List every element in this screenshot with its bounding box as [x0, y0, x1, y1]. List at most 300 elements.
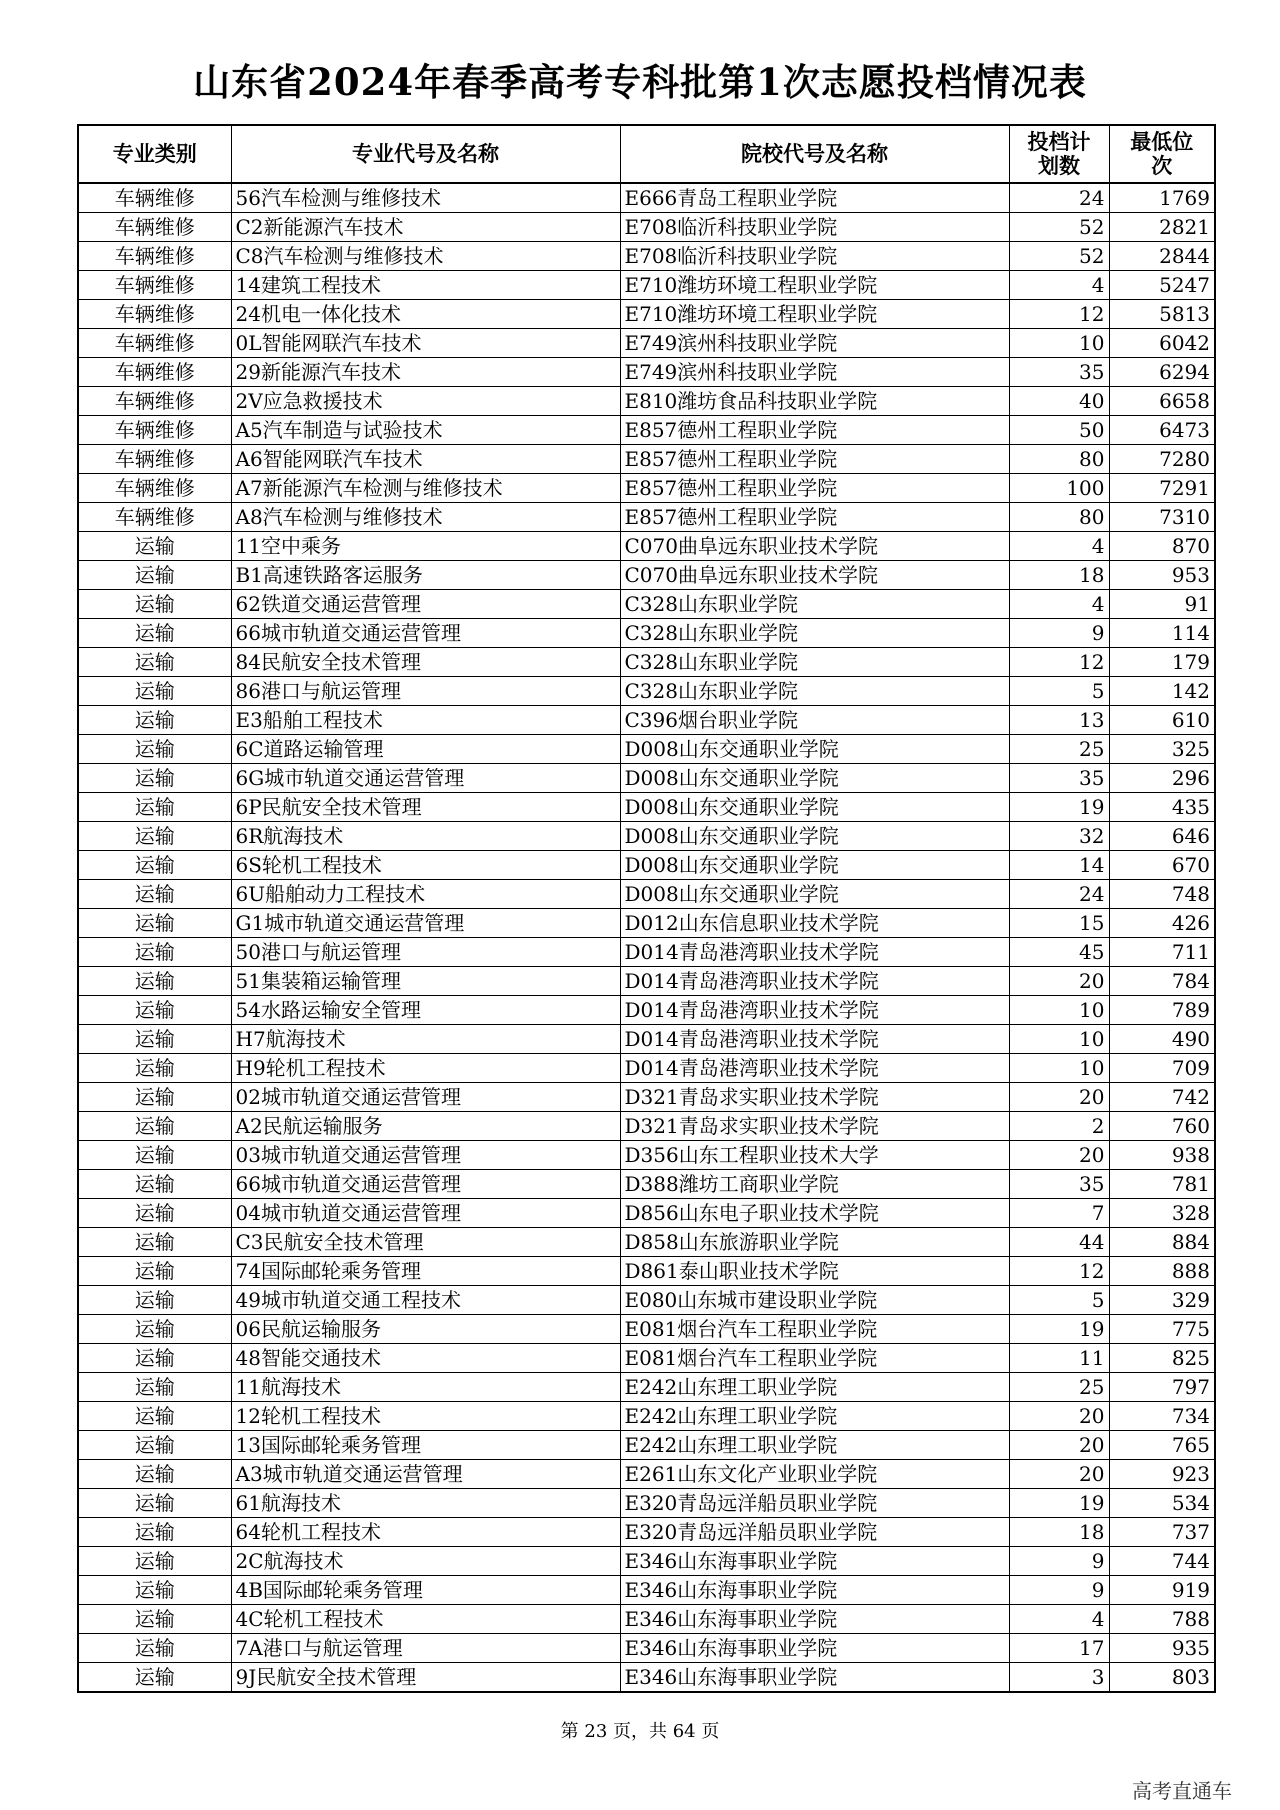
cell-category: 车辆维修: [78, 474, 231, 503]
cell-min-rank: 784: [1109, 967, 1215, 996]
table-row: [78, 1054, 1215, 1083]
table-row: [78, 387, 1215, 416]
cell-min-rank: 953: [1109, 561, 1215, 590]
cell-major: 50港口与航运管理: [231, 938, 620, 967]
table-body: [78, 183, 1215, 1692]
cell-min-rank: 6042: [1109, 329, 1215, 358]
cell-category: 运输: [78, 880, 231, 909]
table-row: [78, 1083, 1215, 1112]
table-row: [78, 1547, 1215, 1576]
cell-major: 74国际邮轮乘务管理: [231, 1257, 620, 1286]
cell-category: 运输: [78, 561, 231, 590]
cell-plan-count: 24: [1009, 880, 1109, 909]
cell-school: E857德州工程职业学院: [620, 503, 1009, 532]
table-row: [78, 590, 1215, 619]
cell-school: D014青岛港湾职业技术学院: [620, 1025, 1009, 1054]
cell-min-rank: 325: [1109, 735, 1215, 764]
cell-plan-count: 12: [1009, 648, 1109, 677]
cell-school: D008山东交通职业学院: [620, 822, 1009, 851]
cell-min-rank: 91: [1109, 590, 1215, 619]
table-row: [78, 329, 1215, 358]
cell-plan-count: 32: [1009, 822, 1109, 851]
cell-major: 6R航海技术: [231, 822, 620, 851]
cell-major: A8汽车检测与维修技术: [231, 503, 620, 532]
cell-school: D356山东工程职业技术大学: [620, 1141, 1009, 1170]
table-row: [78, 242, 1215, 271]
cell-major: 54水路运输安全管理: [231, 996, 620, 1025]
cell-major: 61航海技术: [231, 1489, 620, 1518]
cell-plan-count: 25: [1009, 735, 1109, 764]
cell-category: 运输: [78, 996, 231, 1025]
cell-major: 66城市轨道交通运营管理: [231, 1170, 620, 1199]
cell-plan-count: 9: [1009, 1576, 1109, 1605]
cell-category: 运输: [78, 619, 231, 648]
cell-plan-count: 20: [1009, 1402, 1109, 1431]
cell-min-rank: 789: [1109, 996, 1215, 1025]
cell-school: C070曲阜远东职业技术学院: [620, 561, 1009, 590]
cell-category: 运输: [78, 1257, 231, 1286]
cell-school: E346山东海事职业学院: [620, 1547, 1009, 1576]
cell-category: 运输: [78, 1112, 231, 1141]
cell-school: E857德州工程职业学院: [620, 445, 1009, 474]
cell-plan-count: 25: [1009, 1373, 1109, 1402]
cell-min-rank: 142: [1109, 677, 1215, 706]
cell-plan-count: 18: [1009, 561, 1109, 590]
cell-min-rank: 935: [1109, 1634, 1215, 1663]
cell-category: 车辆维修: [78, 329, 231, 358]
cell-min-rank: 788: [1109, 1605, 1215, 1634]
cell-major: C2新能源汽车技术: [231, 213, 620, 242]
cell-school: E749滨州科技职业学院: [620, 329, 1009, 358]
cell-min-rank: 426: [1109, 909, 1215, 938]
cell-category: 运输: [78, 706, 231, 735]
cell-school: E261山东文化产业职业学院: [620, 1460, 1009, 1489]
cell-major: C3民航安全技术管理: [231, 1228, 620, 1257]
cell-school: D014青岛港湾职业技术学院: [620, 938, 1009, 967]
cell-major: 29新能源汽车技术: [231, 358, 620, 387]
cell-major: 56汽车检测与维修技术: [231, 183, 620, 213]
cell-plan-count: 13: [1009, 706, 1109, 735]
cell-school: E346山东海事职业学院: [620, 1605, 1009, 1634]
table-row: [78, 1489, 1215, 1518]
cell-school: E857德州工程职业学院: [620, 416, 1009, 445]
cell-min-rank: 5247: [1109, 271, 1215, 300]
table-row: [78, 358, 1215, 387]
cell-major: 04城市轨道交通运营管理: [231, 1199, 620, 1228]
cell-school: E749滨州科技职业学院: [620, 358, 1009, 387]
table-row: [78, 474, 1215, 503]
cell-school: E320青岛远洋船员职业学院: [620, 1518, 1009, 1547]
cell-category: 运输: [78, 1373, 231, 1402]
cell-plan-count: 44: [1009, 1228, 1109, 1257]
cell-plan-count: 52: [1009, 213, 1109, 242]
cell-plan-count: 5: [1009, 1286, 1109, 1315]
table-row: [78, 445, 1215, 474]
cell-major: 51集装箱运输管理: [231, 967, 620, 996]
cell-major: C8汽车检测与维修技术: [231, 242, 620, 271]
table-row: [78, 1460, 1215, 1489]
cell-category: 运输: [78, 1315, 231, 1344]
cell-school: D008山东交通职业学院: [620, 764, 1009, 793]
cell-min-rank: 709: [1109, 1054, 1215, 1083]
cell-major: 14建筑工程技术: [231, 271, 620, 300]
table-row: [78, 1373, 1215, 1402]
cell-min-rank: 6294: [1109, 358, 1215, 387]
cell-category: 车辆维修: [78, 503, 231, 532]
cell-min-rank: 781: [1109, 1170, 1215, 1199]
cell-school: C396烟台职业学院: [620, 706, 1009, 735]
cell-category: 运输: [78, 735, 231, 764]
cell-major: 49城市轨道交通工程技术: [231, 1286, 620, 1315]
cell-school: D008山东交通职业学院: [620, 735, 1009, 764]
cell-category: 运输: [78, 1054, 231, 1083]
cell-major: E3船舶工程技术: [231, 706, 620, 735]
cell-plan-count: 10: [1009, 1054, 1109, 1083]
cell-plan-count: 50: [1009, 416, 1109, 445]
cell-category: 运输: [78, 793, 231, 822]
cell-major: B1高速铁路客运服务: [231, 561, 620, 590]
cell-min-rank: 884: [1109, 1228, 1215, 1257]
cell-category: 运输: [78, 938, 231, 967]
cell-min-rank: 923: [1109, 1460, 1215, 1489]
cell-school: E708临沂科技职业学院: [620, 242, 1009, 271]
cell-school: D321青岛求实职业技术学院: [620, 1083, 1009, 1112]
cell-school: E080山东城市建设职业学院: [620, 1286, 1009, 1315]
header-min-rank: 最低位 次: [1109, 125, 1215, 183]
cell-min-rank: 114: [1109, 619, 1215, 648]
table-row: [78, 1634, 1215, 1663]
table-row: [78, 1025, 1215, 1054]
table-row: [78, 996, 1215, 1025]
cell-min-rank: 534: [1109, 1489, 1215, 1518]
cell-min-rank: 711: [1109, 938, 1215, 967]
cell-category: 运输: [78, 851, 231, 880]
table-row: [78, 1605, 1215, 1634]
cell-school: E710潍坊环境工程职业学院: [620, 271, 1009, 300]
table-row: [78, 271, 1215, 300]
cell-min-rank: 737: [1109, 1518, 1215, 1547]
cell-plan-count: 35: [1009, 764, 1109, 793]
cell-min-rank: 734: [1109, 1402, 1215, 1431]
cell-category: 车辆维修: [78, 271, 231, 300]
cell-school: D388潍坊工商职业学院: [620, 1170, 1009, 1199]
cell-school: D014青岛港湾职业技术学院: [620, 996, 1009, 1025]
cell-min-rank: 919: [1109, 1576, 1215, 1605]
cell-min-rank: 610: [1109, 706, 1215, 735]
cell-category: 运输: [78, 1402, 231, 1431]
cell-major: 11航海技术: [231, 1373, 620, 1402]
cell-major: 62铁道交通运营管理: [231, 590, 620, 619]
cell-school: E346山东海事职业学院: [620, 1576, 1009, 1605]
table-row: [78, 1199, 1215, 1228]
cell-min-rank: 7280: [1109, 445, 1215, 474]
cell-category: 运输: [78, 1431, 231, 1460]
page-footer: 第 23 页，共 64 页: [560, 1721, 720, 1742]
cell-plan-count: 35: [1009, 358, 1109, 387]
cell-plan-count: 19: [1009, 1315, 1109, 1344]
cell-category: 运输: [78, 1489, 231, 1518]
watermark: 高考直通车: [1132, 1779, 1232, 1803]
cell-major: 66城市轨道交通运营管理: [231, 619, 620, 648]
cell-major: 48智能交通技术: [231, 1344, 620, 1373]
table-row: [78, 1518, 1215, 1547]
cell-min-rank: 748: [1109, 880, 1215, 909]
cell-major: 0L智能网联汽车技术: [231, 329, 620, 358]
cell-min-rank: 329: [1109, 1286, 1215, 1315]
cell-plan-count: 19: [1009, 1489, 1109, 1518]
table-row: [78, 561, 1215, 590]
cell-major: 4B国际邮轮乘务管理: [231, 1576, 620, 1605]
cell-category: 运输: [78, 1344, 231, 1373]
cell-plan-count: 15: [1009, 909, 1109, 938]
cell-category: 车辆维修: [78, 300, 231, 329]
cell-school: E346山东海事职业学院: [620, 1634, 1009, 1663]
cell-plan-count: 20: [1009, 1460, 1109, 1489]
cell-school: E666青岛工程职业学院: [620, 183, 1009, 213]
cell-plan-count: 20: [1009, 1141, 1109, 1170]
cell-min-rank: 765: [1109, 1431, 1215, 1460]
cell-plan-count: 9: [1009, 1547, 1109, 1576]
cell-plan-count: 9: [1009, 619, 1109, 648]
cell-school: E081烟台汽车工程职业学院: [620, 1344, 1009, 1373]
cell-category: 运输: [78, 1141, 231, 1170]
table-row: [78, 1141, 1215, 1170]
table-row: [78, 793, 1215, 822]
table-row: [78, 1112, 1215, 1141]
cell-major: 02城市轨道交通运营管理: [231, 1083, 620, 1112]
cell-school: E708临沂科技职业学院: [620, 213, 1009, 242]
cell-school: E346山东海事职业学院: [620, 1663, 1009, 1693]
cell-major: 03城市轨道交通运营管理: [231, 1141, 620, 1170]
cell-category: 运输: [78, 1576, 231, 1605]
cell-plan-count: 12: [1009, 1257, 1109, 1286]
admission-table: [77, 124, 1216, 1693]
cell-major: A5汽车制造与试验技术: [231, 416, 620, 445]
cell-major: 86港口与航运管理: [231, 677, 620, 706]
table-row: [78, 503, 1215, 532]
cell-major: 6G城市轨道交通运营管理: [231, 764, 620, 793]
cell-major: 84民航安全技术管理: [231, 648, 620, 677]
cell-plan-count: 80: [1009, 445, 1109, 474]
cell-category: 运输: [78, 648, 231, 677]
cell-major: 6C道路运输管理: [231, 735, 620, 764]
cell-min-rank: 742: [1109, 1083, 1215, 1112]
cell-min-rank: 2821: [1109, 213, 1215, 242]
cell-plan-count: 14: [1009, 851, 1109, 880]
cell-min-rank: 6473: [1109, 416, 1215, 445]
cell-school: C328山东职业学院: [620, 677, 1009, 706]
cell-major: H7航海技术: [231, 1025, 620, 1054]
cell-category: 运输: [78, 532, 231, 561]
cell-plan-count: 4: [1009, 1605, 1109, 1634]
cell-school: E242山东理工职业学院: [620, 1373, 1009, 1402]
cell-school: D321青岛求实职业技术学院: [620, 1112, 1009, 1141]
cell-plan-count: 10: [1009, 329, 1109, 358]
cell-category: 运输: [78, 1460, 231, 1489]
cell-major: 6S轮机工程技术: [231, 851, 620, 880]
cell-major: H9轮机工程技术: [231, 1054, 620, 1083]
cell-category: 运输: [78, 1228, 231, 1257]
cell-plan-count: 35: [1009, 1170, 1109, 1199]
table-row: [78, 1257, 1215, 1286]
table-row: [78, 1315, 1215, 1344]
table-row: [78, 1344, 1215, 1373]
table-row: [78, 909, 1215, 938]
cell-plan-count: 5: [1009, 677, 1109, 706]
cell-school: D008山东交通职业学院: [620, 851, 1009, 880]
cell-school: D014青岛港湾职业技术学院: [620, 1054, 1009, 1083]
table-row: [78, 300, 1215, 329]
header-school: 院校代号及名称: [620, 125, 1009, 183]
cell-category: 运输: [78, 967, 231, 996]
table-row: [78, 213, 1215, 242]
cell-plan-count: 80: [1009, 503, 1109, 532]
cell-category: 运输: [78, 1663, 231, 1693]
cell-category: 运输: [78, 1286, 231, 1315]
table-row: [78, 1663, 1215, 1693]
cell-category: 运输: [78, 1199, 231, 1228]
cell-min-rank: 296: [1109, 764, 1215, 793]
cell-category: 运输: [78, 1083, 231, 1112]
cell-plan-count: 10: [1009, 996, 1109, 1025]
cell-plan-count: 4: [1009, 590, 1109, 619]
cell-major: 2C航海技术: [231, 1547, 620, 1576]
cell-major: 9J民航安全技术管理: [231, 1663, 620, 1693]
cell-plan-count: 40: [1009, 387, 1109, 416]
table-row: [78, 880, 1215, 909]
cell-min-rank: 7291: [1109, 474, 1215, 503]
cell-category: 车辆维修: [78, 183, 231, 213]
cell-major: G1城市轨道交通运营管理: [231, 909, 620, 938]
table-row: [78, 735, 1215, 764]
cell-school: C328山东职业学院: [620, 648, 1009, 677]
cell-major: 06民航运输服务: [231, 1315, 620, 1344]
cell-school: E710潍坊环境工程职业学院: [620, 300, 1009, 329]
table-row: [78, 183, 1215, 213]
cell-category: 运输: [78, 1170, 231, 1199]
cell-category: 车辆维修: [78, 242, 231, 271]
cell-min-rank: 803: [1109, 1663, 1215, 1693]
cell-min-rank: 825: [1109, 1344, 1215, 1373]
cell-school: E810潍坊食品科技职业学院: [620, 387, 1009, 416]
cell-min-rank: 1769: [1109, 183, 1215, 213]
cell-school: D856山东电子职业技术学院: [620, 1199, 1009, 1228]
cell-category: 运输: [78, 590, 231, 619]
cell-plan-count: 4: [1009, 271, 1109, 300]
cell-min-rank: 888: [1109, 1257, 1215, 1286]
cell-plan-count: 18: [1009, 1518, 1109, 1547]
cell-plan-count: 19: [1009, 793, 1109, 822]
cell-plan-count: 10: [1009, 1025, 1109, 1054]
cell-school: C328山东职业学院: [620, 590, 1009, 619]
cell-plan-count: 3: [1009, 1663, 1109, 1693]
cell-school: D014青岛港湾职业技术学院: [620, 967, 1009, 996]
cell-major: 7A港口与航运管理: [231, 1634, 620, 1663]
table-row: [78, 1402, 1215, 1431]
table-row: [78, 677, 1215, 706]
header-plan-count: 投档计 划数: [1009, 125, 1109, 183]
table-row: [78, 1170, 1215, 1199]
page-title: 山东省2024年春季高考专科批第1次志愿投档情况表: [193, 60, 1087, 104]
cell-category: 车辆维修: [78, 387, 231, 416]
table-row: [78, 967, 1215, 996]
cell-category: 车辆维修: [78, 445, 231, 474]
cell-plan-count: 11: [1009, 1344, 1109, 1373]
cell-plan-count: 4: [1009, 532, 1109, 561]
cell-major: 24机电一体化技术: [231, 300, 620, 329]
cell-school: E320青岛远洋船员职业学院: [620, 1489, 1009, 1518]
table-row: [78, 851, 1215, 880]
cell-min-rank: 870: [1109, 532, 1215, 561]
table-row: [78, 1228, 1215, 1257]
cell-min-rank: 490: [1109, 1025, 1215, 1054]
cell-plan-count: 20: [1009, 1083, 1109, 1112]
cell-category: 运输: [78, 1025, 231, 1054]
cell-school: D008山东交通职业学院: [620, 793, 1009, 822]
cell-category: 运输: [78, 1547, 231, 1576]
cell-plan-count: 24: [1009, 183, 1109, 213]
cell-min-rank: 179: [1109, 648, 1215, 677]
table-row: [78, 1286, 1215, 1315]
cell-major: 6U船舶动力工程技术: [231, 880, 620, 909]
cell-major: 64轮机工程技术: [231, 1518, 620, 1547]
cell-min-rank: 797: [1109, 1373, 1215, 1402]
table-row: [78, 938, 1215, 967]
cell-school: E242山东理工职业学院: [620, 1402, 1009, 1431]
cell-plan-count: 2: [1009, 1112, 1109, 1141]
cell-category: 运输: [78, 764, 231, 793]
cell-major: A2民航运输服务: [231, 1112, 620, 1141]
cell-min-rank: 2844: [1109, 242, 1215, 271]
cell-plan-count: 52: [1009, 242, 1109, 271]
cell-category: 运输: [78, 909, 231, 938]
cell-school: D012山东信息职业技术学院: [620, 909, 1009, 938]
cell-school: D861泰山职业技术学院: [620, 1257, 1009, 1286]
cell-major: A3城市轨道交通运营管理: [231, 1460, 620, 1489]
cell-min-rank: 670: [1109, 851, 1215, 880]
cell-min-rank: 938: [1109, 1141, 1215, 1170]
table-row: [78, 619, 1215, 648]
cell-school: D858山东旅游职业学院: [620, 1228, 1009, 1257]
cell-min-rank: 5813: [1109, 300, 1215, 329]
cell-major: 4C轮机工程技术: [231, 1605, 620, 1634]
cell-category: 运输: [78, 1634, 231, 1663]
cell-plan-count: 20: [1009, 967, 1109, 996]
table-row: [78, 706, 1215, 735]
cell-school: E857德州工程职业学院: [620, 474, 1009, 503]
cell-category: 运输: [78, 677, 231, 706]
cell-category: 车辆维修: [78, 213, 231, 242]
cell-min-rank: 744: [1109, 1547, 1215, 1576]
cell-major: 12轮机工程技术: [231, 1402, 620, 1431]
table-header-row: [78, 125, 1215, 183]
cell-plan-count: 45: [1009, 938, 1109, 967]
cell-school: D008山东交通职业学院: [620, 880, 1009, 909]
table-row: [78, 1431, 1215, 1460]
cell-major: 13国际邮轮乘务管理: [231, 1431, 620, 1460]
cell-min-rank: 7310: [1109, 503, 1215, 532]
table-row: [78, 764, 1215, 793]
cell-major: 11空中乘务: [231, 532, 620, 561]
header-major: 专业代号及名称: [231, 125, 620, 183]
cell-min-rank: 328: [1109, 1199, 1215, 1228]
cell-school: E081烟台汽车工程职业学院: [620, 1315, 1009, 1344]
cell-major: A7新能源汽车检测与维修技术: [231, 474, 620, 503]
cell-min-rank: 775: [1109, 1315, 1215, 1344]
cell-plan-count: 7: [1009, 1199, 1109, 1228]
cell-major: 2V应急救援技术: [231, 387, 620, 416]
cell-category: 运输: [78, 1518, 231, 1547]
